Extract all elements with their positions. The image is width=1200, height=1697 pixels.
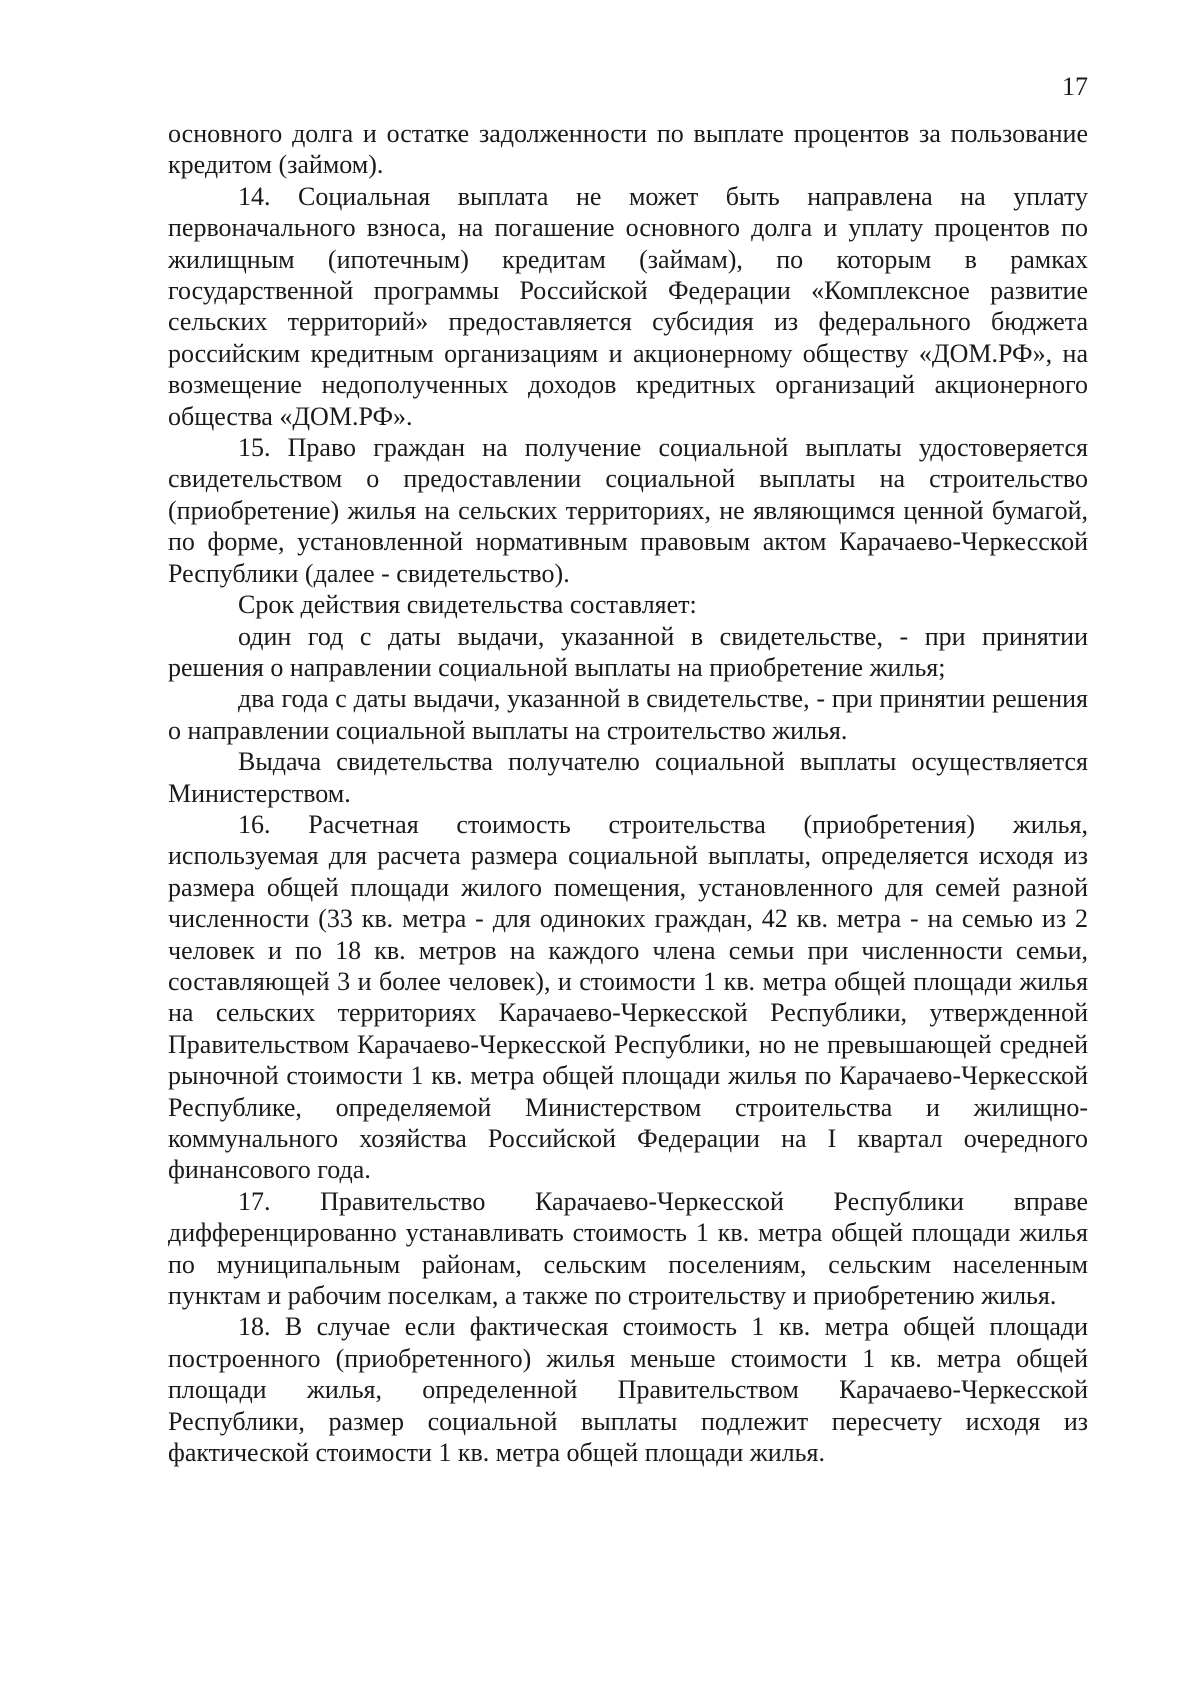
paragraph-18: 18. В случае если фактическая стоимость 1 кв. метра общей площади построенного (приобретенного) жилья меньше стоимости 1 кв. метра общей площади жилья, определенной Правительством Карачаево-Черкесской Республики, размер социальной выплаты подлежит пересчету исходя из фактической стоимости 1 кв. метра общей площади жилья. [168, 1312, 1088, 1468]
paragraph-16: 16. Расчетная стоимость строительства (приобретения) жилья, используемая для расчета размера социальной выплаты, определяется исходя из размера общей площади жилого помещения, установленного для семей разной численности (33 кв. метра - для одиноких граждан, 42 кв. метра - на семью из 2 человек и по 18 кв. метров на каждого члена семьи при численности семьи, составляющей 3 и более человек), и стоимости 1 кв. метра общей площади жилья на сельских территориях Карачаево-Черкесской Республики, утвержденной Правительством Карачаево-Черкесской Республики, но не превышающей средней рыночной стоимости 1 кв. метра общей площади жилья по Карачаево-Черкесской Республике, определяемой Министерством строительства и жилищно-коммунального хозяйства Российской Федерации на I квартал очередного финансового года. [168, 809, 1088, 1185]
paragraph-15: 15. Право граждан на получение социальной выплаты удостоверяется свидетельством о предоставлении социальной выплаты на строительство (приобретение) жилья на сельских территориях, не являющимся ценной бумагой, по форме, установленной нормативным правовым актом Карачаево-Черкесской Республики (далее - свидетельство). [168, 433, 1088, 588]
page-number: 17 [1062, 72, 1088, 101]
paragraph-continuation: основного долга и остатке задолженности по выплате процентов за пользование кредитом (займом). [168, 119, 1088, 180]
paragraph-15-one-year: один год с даты выдачи, указанной в свидетельстве, - при принятии решения о направлении социальной выплаты на приобретение жилья; [168, 621, 1088, 682]
paragraph-14: 14. Социальная выплата не может быть направлена на уплату первоначального взноса, на погашение основного долга и уплату процентов по жилищным (ипотечным) кредитам (займам), по которым в рамках государственной программы Российской Федерации «Комплексное развитие сельских территорий» предоставляется субсидия из федерального бюджета российским кредитным организациям и акционерному обществу «ДОМ.РФ», на возмещение недополученных доходов кредитных организаций акционерного общества «ДОМ.РФ». [168, 181, 1088, 431]
paragraph-15-issue: Выдача свидетельства получателю социальной выплаты осуществляется Министерством. [168, 747, 1088, 808]
paragraph-15-two-years: два года с даты выдачи, указанной в свидетельстве, - при принятии решения о направлении социальной выплаты на строительство жилья. [168, 684, 1088, 745]
paragraph-15-term: Срок действия свидетельства составляет: [238, 590, 697, 620]
paragraph-17: 17. Правительство Карачаево-Черкесской Республики вправе дифференцированно устанавливать стоимость 1 кв. метра общей площади жилья по муниципальным районам, сельским поселениям, сельским населенным пунктам и рабочим поселкам, а также по строительству и приобретению жилья. [168, 1186, 1088, 1311]
